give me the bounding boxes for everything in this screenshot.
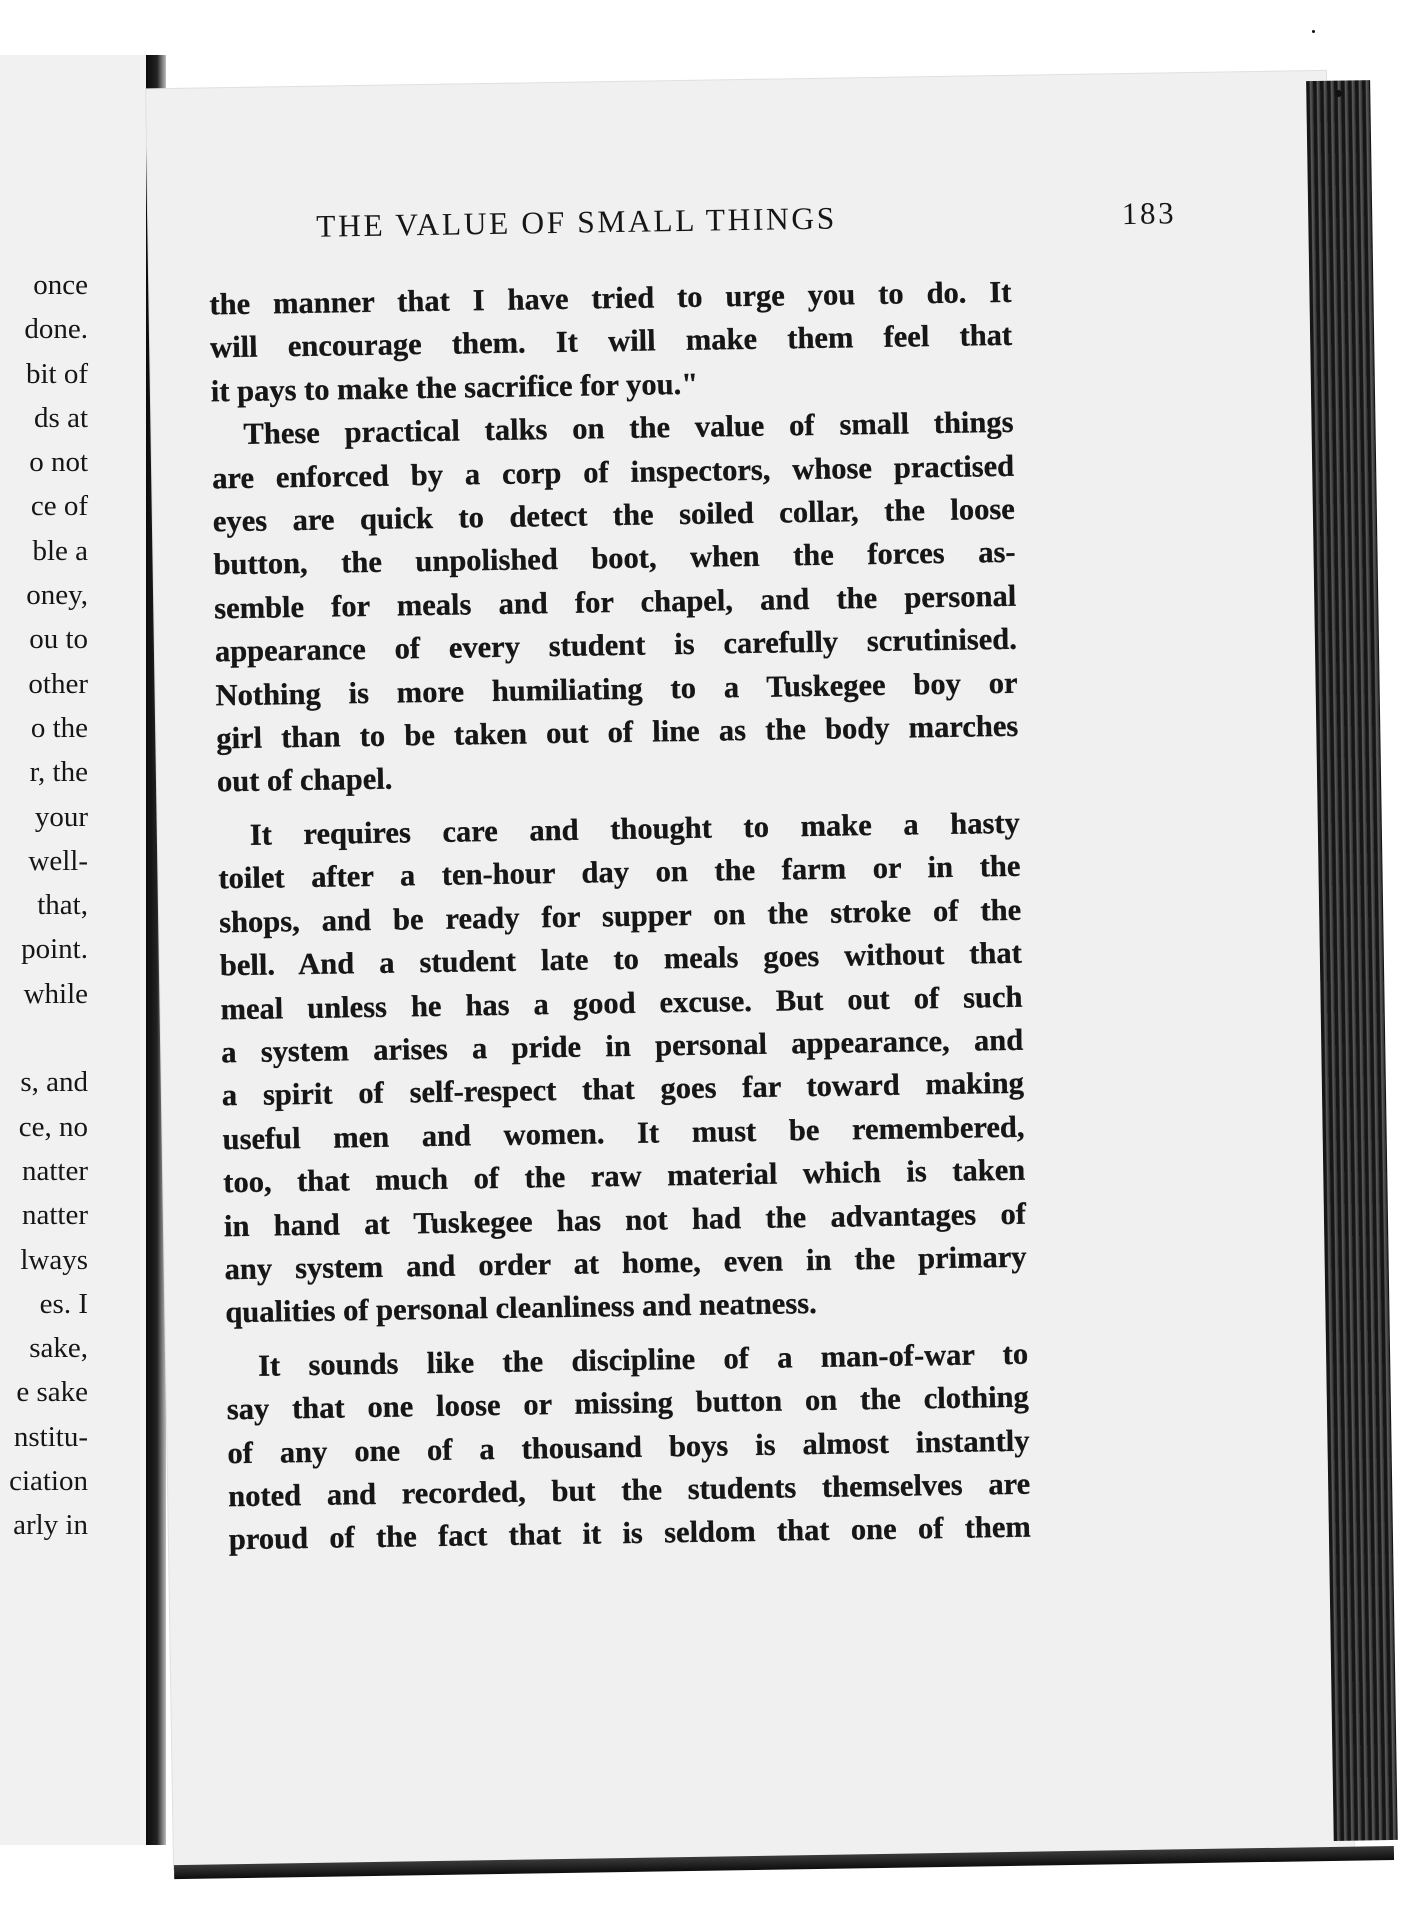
text-line: the manner that I have tried to urge you to do. It [209,274,1012,322]
text-line: shops, and be ready for supper on the stroke of the [218,892,1022,940]
text-line: button, the unpolished boot, when the forces as- [213,535,1016,582]
text-line: proud of the fact that it is seldom that one of them [228,1510,1032,1557]
previous-page-line: natter [21,1154,88,1187]
page-number: 183 [1121,195,1177,232]
previous-page-line: while [23,977,88,1010]
previous-page-line: natter [21,1199,88,1232]
previous-page-line: es. I [39,1287,88,1320]
text-line: toilet after a ten-hour day on the farm or in the [218,849,1021,896]
text-line: a system arises a pride in personal appearance, and [220,1022,1024,1070]
previous-page-line: that, [37,889,88,922]
text-line: out of chapel. [216,762,393,799]
previous-page-line: arly in [13,1509,88,1542]
page-body-text [209,271,1031,1562]
text-line: It sounds like the discipline of a man-of-war to [257,1336,1029,1383]
text-line: qualities of personal cleanliness and neatness. [225,1286,817,1330]
running-title: THE VALUE OF SMALL THINGS [315,200,838,244]
previous-page-line: ciation [9,1465,88,1498]
previous-page-line: lways [20,1243,88,1276]
previous-page-line: o the [30,711,88,744]
page-stack-edge [1306,80,1398,1841]
previous-page-line: your [34,800,88,833]
previous-page-line: e sake [16,1376,88,1409]
page-bottom-edge [174,1846,1394,1879]
running-head [316,195,1176,245]
text-line: These practical talks on the value of small things [243,405,1014,452]
previous-page-line: bit of [25,357,88,390]
previous-page-line: o not [29,446,88,479]
text-line: will encourage them. It will make them feel that [209,318,1013,365]
previous-page-line: ds at [34,401,88,434]
paragraph-gap [9,1016,88,1060]
previous-page-line: ce of [30,490,88,523]
text-line: girl than to be taken out of line as the body marches [216,708,1019,756]
previous-page-line: nstitu- [13,1420,88,1453]
previous-page-line: oney, [26,579,88,612]
text-line: too, that much of the raw material which is taken [223,1152,1026,1200]
previous-page-line: once [33,269,88,301]
text-line: meal unless he has a good excuse. But out of such [220,979,1023,1026]
previous-page-line: done. [24,313,88,346]
previous-page-text [9,263,88,1548]
previous-page-line: other [28,667,88,700]
text-line: say that one loose or missing button on the clothing [226,1379,1030,1427]
text-line: are enforced by a corp of inspectors, whose practised [211,448,1015,496]
previous-page [0,55,146,1845]
text-line: Nothing is more humiliating to a Tuskegee boy or [215,665,1018,713]
text-line: in hand at Tuskegee has not had the advantages of [223,1196,1027,1243]
previous-page-line: r, the [29,756,88,789]
text-line: It requires care and thought to make a hasty [249,805,1020,852]
previous-page-line: s, and [20,1066,88,1099]
previous-page-line: point. [21,933,88,966]
current-page [146,71,1354,1869]
text-line: bell. And a student late to meals goes without that [219,935,1023,983]
text-line: semble for meals and for chapel, and the personal [213,578,1017,626]
text-line: of any one of a thousand boys is almost instantly [227,1423,1030,1470]
scan-speck [1335,90,1342,97]
text-line: noted and recorded, but the students themselves are [227,1466,1031,1514]
previous-page-line: well- [28,844,88,877]
text-line: any system and order at home, even in the primary [224,1239,1027,1287]
text-line: a spirit of self-respect that goes far toward making [221,1066,1025,1113]
text-line: it pays to make the sacrifice for you." [210,366,699,409]
previous-page-line: ble a [32,534,88,567]
text-line: eyes are quick to detect the soiled collar, the loose [212,491,1016,539]
text-line: appearance of every student is carefully scrutinised. [214,622,1018,669]
text-line: useful men and women. It must be remembered, [222,1109,1025,1157]
previous-page-line: ce, no [18,1110,88,1143]
previous-page-line: ou to [29,623,88,656]
scan-speck [1312,30,1315,33]
previous-page-line: sake, [29,1332,88,1365]
